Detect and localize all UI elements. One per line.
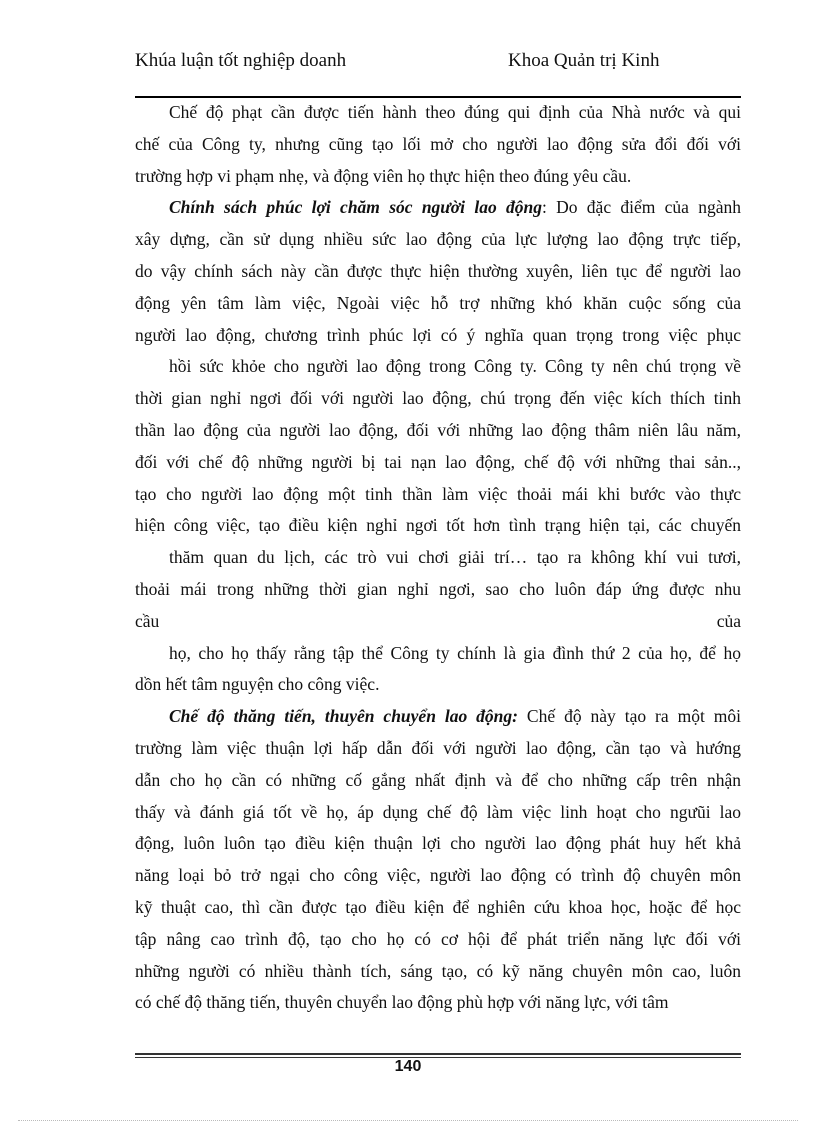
- line-text: tạo cho người lao động một tinh thần làm việc thoải mái khi bước vào thực: [135, 483, 741, 504]
- line-text: kỹ thuật cao, thì cần được tạo điều kiện để nghiên cứu khoa học, hoặc để học: [135, 896, 741, 917]
- text-line: [135, 97, 741, 129]
- text-line: [135, 447, 741, 479]
- text-line: [135, 606, 741, 638]
- footer-divider: [135, 1053, 741, 1055]
- line-text: động, luôn luôn tạo điều kiện thuận lợi cho người lao động phát huy hết khả: [135, 833, 741, 854]
- line-text: người lao động, chương trình phúc lợi có ý nghĩa quan trọng trong việc phục: [135, 324, 741, 345]
- section-heading: Chế độ thăng tiến, thuyên chuyển lao động:: [169, 706, 518, 727]
- text-line: [135, 797, 741, 829]
- line-text: trường làm việc thuận lợi hấp dẫn đối với người lao động, cần tạo và hướng: [135, 737, 741, 758]
- text-line: [135, 351, 741, 383]
- text-line: [135, 638, 741, 670]
- text-line: [135, 224, 741, 256]
- text-line: [135, 828, 741, 860]
- text-line: [135, 256, 741, 288]
- line-text: tập nâng cao trình độ, tạo cho họ có cơ hội để phát triển năng lực đối với: [135, 928, 741, 949]
- line-text: động yên tâm làm việc, Ngoài việc hỗ trợ những khó khăn cuộc sống của: [135, 292, 741, 313]
- text-line: [135, 956, 741, 988]
- line-text: thần lao động của người lao động, đối với những lao động thâm niên lâu năm,: [135, 419, 741, 440]
- line-text: năng loại bỏ trở ngại cho công việc, người lao động có trình độ chuyên môn: [135, 865, 741, 886]
- text-line: [135, 415, 741, 447]
- header-right-title: Khoa Quản trị Kinh: [508, 50, 660, 71]
- text-line: [135, 765, 741, 797]
- line-text: hồi sức khỏe cho người lao động trong Công ty. Công ty nên chú trọng về: [169, 356, 741, 377]
- page-edge-dotted-line: [18, 1120, 798, 1121]
- text-line: [135, 320, 741, 352]
- text-line: [135, 860, 741, 892]
- line-text: thoải mái trong những thời gian nghỉ ngơi, sao cho luôn đáp ứng được nhu: [135, 578, 741, 599]
- line-text: Chế độ này tạo ra một môi: [517, 706, 741, 727]
- line-text: có chế độ thăng tiến, thuyên chuyển lao động phù hợp với năng lực, với tâm: [135, 992, 669, 1013]
- line-text: thời gian nghỉ ngơi đối với người lao động, chú trọng đến việc kích thích tinh: [135, 388, 741, 409]
- line-text: do vậy chính sách này cần được thực hiện thường xuyên, liên tục để người lao: [135, 260, 741, 281]
- text-line: [135, 987, 741, 1019]
- text-line: [135, 733, 741, 765]
- line-text: xây dựng, cần sử dụng nhiều sức lao động của lực lượng lao động trực tiếp,: [135, 229, 741, 250]
- line-text: Chế độ phạt cần được tiến hành theo đúng qui định của Nhà nước và qui: [169, 102, 741, 122]
- line-text: dẫn cho họ cần có những cố gắng nhất định và để cho những cấp trên nhận: [135, 769, 741, 790]
- line-text: : Do đặc điểm của ngành: [541, 197, 741, 218]
- text-line: [135, 192, 741, 224]
- text-line: [135, 383, 741, 415]
- text-line: [135, 510, 741, 542]
- line-text: cầu của: [135, 610, 741, 631]
- line-text: đối với chế độ những người bị tai nạn lao động, chế độ với những thai sản..,: [135, 451, 741, 472]
- text-line: [135, 669, 741, 701]
- line-text: họ, cho họ thấy rằng tập thể Công ty chính là gia đình thứ 2 của họ, để họ: [169, 642, 741, 663]
- document-body: [135, 97, 741, 1019]
- line-text: thăm quan du lịch, các trò vui chơi giải trí… tạo ra không khí vui tươi,: [169, 547, 741, 568]
- section-heading: Chính sách phúc lợi chăm sóc người lao động: [169, 197, 542, 218]
- text-line: [135, 479, 741, 511]
- text-line: [135, 542, 741, 574]
- line-text: chế của Công ty, nhưng cũng tạo lối mở cho người lao động sửa đổi đối với: [135, 133, 741, 154]
- line-text: thấy và đánh giá tốt về họ, áp dụng chế độ làm việc linh hoạt cho ngưũi lao: [135, 801, 741, 822]
- line-text: hiện công việc, tạo điều kiện nghỉ ngơi tốt hơn tình trạng hiện tại, các chuyến: [135, 515, 741, 536]
- text-line: [135, 574, 741, 606]
- text-line: [135, 701, 741, 733]
- text-line: [135, 129, 741, 161]
- text-line: [135, 288, 741, 320]
- header-left-title: Khúa luận tốt nghiệp doanh: [135, 50, 347, 71]
- line-text: trường hợp vi phạm nhẹ, và động viên họ thực hiện theo đúng yêu cầu.: [135, 165, 632, 186]
- text-line: [135, 892, 741, 924]
- text-line: [135, 924, 741, 956]
- line-text: những người có nhiều thành tích, sáng tạo, có kỹ năng chuyên môn cao, luôn: [135, 960, 741, 981]
- text-line: [135, 161, 741, 193]
- page-number: 140: [394, 1058, 422, 1075]
- line-text: dồn hết tâm nguyện cho công việc.: [135, 674, 380, 695]
